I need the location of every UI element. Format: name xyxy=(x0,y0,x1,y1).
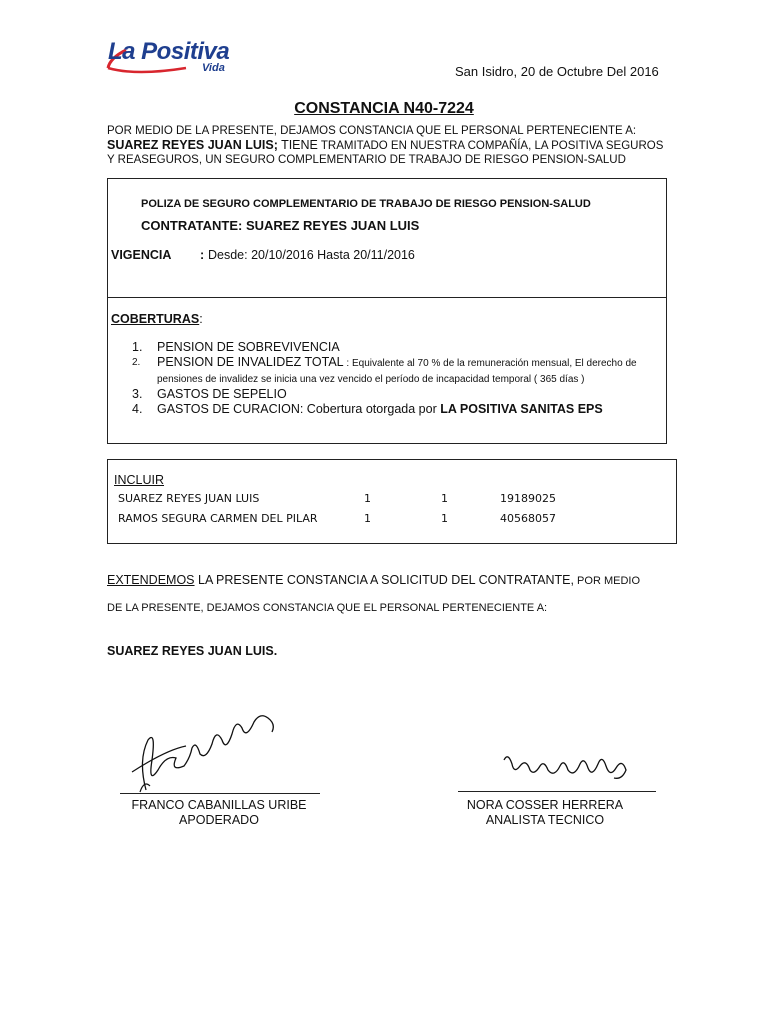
intro-tiene: TIENE xyxy=(281,138,318,152)
incluir-row-name: RAMOS SEGURA CARMEN DEL PILAR xyxy=(118,512,318,525)
policy-box-divider xyxy=(107,297,667,298)
cobertura-bold: LA POSITIVA SANITAS EPS xyxy=(440,402,603,416)
cobertura-item xyxy=(132,387,664,402)
cobertura-item xyxy=(132,340,664,355)
cobertura-text: GASTOS DE CURACION: Cobertura otorgada por xyxy=(157,402,441,416)
intro-paragraph xyxy=(107,124,667,167)
company-logo xyxy=(106,38,246,88)
cobertura-text: PENSION DE INVALIDEZ TOTAL xyxy=(157,355,344,369)
coberturas-colon: : xyxy=(199,312,203,326)
document-date: San Isidro, 20 de Octubre Del 2016 xyxy=(455,64,659,79)
coberturas-list xyxy=(132,340,664,417)
closing-line-2: DE LA PRESENTE, DEJAMOS CONSTANCIA QUE EL PERSONAL PERTENECIENTE A: xyxy=(107,602,548,614)
closing-name: SUAREZ REYES JUAN LUIS. xyxy=(107,644,278,658)
intro-rest: TRAMITADO EN NUESTRA COMPAÑÍA, LA POSITIVA SEGUROS Y REASEGUROS, UN SEGURO COMPLEMENTARIO DE TRABAJO DE RIESGO PENSION-SALUD xyxy=(107,140,664,166)
policy-heading: POLIZA DE SEGURO COMPLEMENTARIO DE TRABAJO DE RIESGO PENSION-SALUD xyxy=(141,198,591,210)
signer-1-role: APODERADO xyxy=(179,813,259,827)
cobertura-item xyxy=(132,355,664,387)
cobertura-num: 3. xyxy=(132,387,143,401)
logo-brand: La Positiva xyxy=(108,38,230,65)
signer-2-name: NORA COSSER HERRERA xyxy=(466,798,624,812)
signature-line-1 xyxy=(120,793,320,794)
incluir-label: INCLUIR xyxy=(114,473,165,487)
policy-contratante: CONTRATANTE: SUAREZ REYES JUAN LUIS xyxy=(141,218,420,233)
vigencia-value: Desde: 20/10/2016 Hasta 20/11/2016 xyxy=(208,248,415,262)
extendemos-word: EXTENDEMOS xyxy=(107,573,195,587)
closing-text-small: POR MEDIO xyxy=(574,575,641,587)
signer-2-role: ANALISTA TECNICO xyxy=(485,813,605,827)
incluir-row-id: 19189025 xyxy=(500,492,556,505)
intro-name: SUAREZ REYES JUAN LUIS; xyxy=(107,138,278,152)
document-title: CONSTANCIA N40-7224 xyxy=(294,100,474,117)
logo-sub: Vida xyxy=(202,62,225,74)
signature-franco xyxy=(126,700,296,800)
intro-line: POR MEDIO DE LA PRESENTE, DEJAMOS CONSTANCIA QUE EL PERSONAL PERTENECIENTE A: xyxy=(107,125,637,137)
cobertura-num: 1. xyxy=(132,340,143,354)
incluir-row-a: 1 xyxy=(364,492,371,505)
cobertura-item xyxy=(132,402,664,417)
signature-nora xyxy=(498,748,638,788)
incluir-row-name: SUAREZ REYES JUAN LUIS xyxy=(118,492,260,505)
vigencia-colon: : xyxy=(200,248,205,262)
signer-1-name: FRANCO CABANILLAS URIBE xyxy=(131,798,307,812)
coberturas-label: COBERTURAS xyxy=(111,312,200,326)
incluir-row-a: 1 xyxy=(364,512,371,525)
incluir-row-b: 1 xyxy=(441,512,448,525)
cobertura-num: 4. xyxy=(132,402,143,416)
vigencia-label: VIGENCIA xyxy=(111,248,172,262)
closing-text: LA PRESENTE CONSTANCIA A SOLICITUD DEL CONTRATANTE, xyxy=(194,573,574,587)
incluir-row-id: 40568057 xyxy=(500,512,556,525)
incluir-row-b: 1 xyxy=(441,492,448,505)
cobertura-text: PENSION DE SOBREVIVENCIA xyxy=(157,340,340,354)
coberturas-heading xyxy=(111,312,203,326)
signature-line-2 xyxy=(458,791,656,792)
closing-line-1 xyxy=(107,573,640,587)
cobertura-num: 2. xyxy=(132,357,141,368)
cobertura-text: GASTOS DE SEPELIO xyxy=(157,387,287,401)
cobertura-detail: : Equivalente al 70 % de la remuneración mensual, El derecho de pensiones de invalidez se inicia una vez vencido el período de incapacidad temporal ( 365 días ) xyxy=(157,358,637,385)
